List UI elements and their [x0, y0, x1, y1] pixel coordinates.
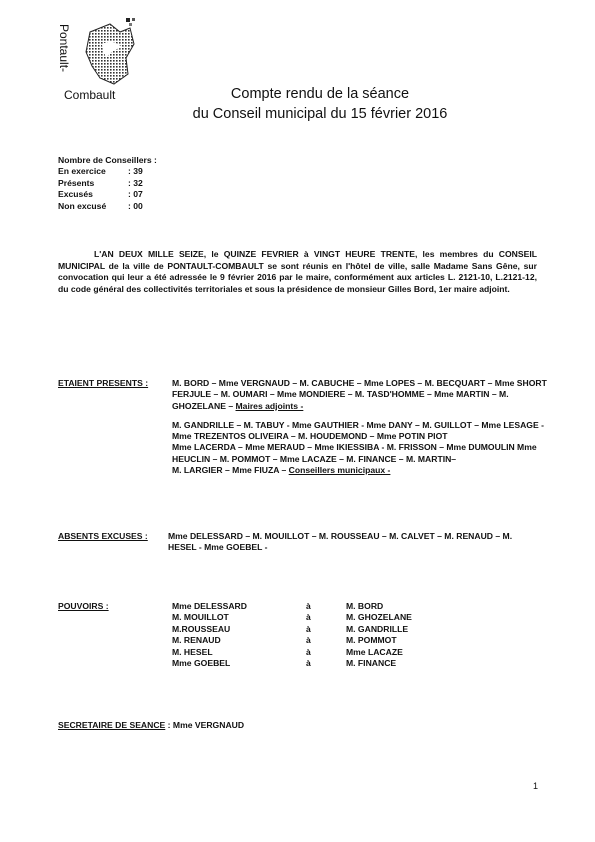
- conseillers-block-1: M. GANDRILLE – M. TABUY - Mme GAUTHIER - Mme DANY – M. GUILLOT – Mme LESAGE - Mme TREZENTOS OLIVEIRA – M. HOUDEMOND – Mme POTIN PIOT: [172, 419, 544, 442]
- count-row: Présents : 32: [58, 177, 143, 188]
- count-row: Non excusé : 00: [58, 200, 143, 211]
- counts-heading: Nombre de Conseillers :: [58, 155, 157, 165]
- adjoints-block: M. BORD – Mme VERGNAUD – M. CABUCHE – Mme LOPES – M. BECQUART – Mme SHORT FERJULE – M. OUMARI – Mme MONDIERE – M. TASD'HOMME – Mme MARTIN – M. GHOZELANE – Maires adjoints -: [172, 378, 547, 411]
- adjoints-label: Maires adjoints -: [235, 400, 304, 411]
- pouvoirs-label: POUVOIRS :: [58, 601, 109, 611]
- council-counts: [58, 155, 157, 212]
- intro-paragraph: L'AN DEUX MILLE SEIZE, le QUINZE FEVRIER à VINGT HEURE TRENTE, les membres du CONSEIL MUNICIPAL de la ville de PONTAULT-COMBAULT se sont réunis en l'hôtel de ville, salle Madame Sans Gêne, sur convocation qui leur a été adressée le 9 février 2016 par le maire, conformément aux articles L. 2121-10, L.2121-12, du code général des collectivités territoriales et sous la présidence de monsieur Gilles Bord, 1er maire adjoint.: [58, 249, 537, 294]
- pouvoirs-table: [172, 601, 466, 669]
- table-row: M. RENAUD à M. POMMOT: [172, 635, 397, 646]
- presents-list: [172, 378, 554, 476]
- table-row: M. HESEL à Mme LACAZE: [172, 646, 403, 657]
- title-line-1: Compte rendu de la séance: [230, 86, 410, 102]
- secretaire-label: SECRETAIRE DE SEANCE: [58, 720, 166, 730]
- conseillers-block-3: M. LARGIER – Mme FIUZA – Conseillers municipaux -: [172, 465, 391, 476]
- table-row: Mme GOEBEL à M. FINANCE: [172, 657, 397, 668]
- page-number: 1: [533, 781, 539, 791]
- conseillers-block-2: Mme LACERDA – Mme MERAUD – Mme IKIESSIBA - M. FRISSON – Mme DUMOULIN Mme HEUCLIN – M. POMMOT – Mme LACAZE – M. FINANCE – M. MARTIN–: [172, 442, 537, 464]
- secretaire-value: : Mme VERGNAUD: [167, 720, 245, 730]
- count-row: En exercice : 39: [58, 166, 143, 177]
- table-row: M.ROUSSEAU à M. GANDRILLE: [172, 623, 409, 634]
- map-icon: [80, 18, 138, 90]
- presents-label: ETAIENT PRESENTS :: [58, 378, 149, 388]
- logo-vertical-text: Pontault-: [57, 24, 71, 73]
- excuses-label: ABSENTS EXCUSES :: [58, 531, 148, 541]
- title-line-2: du Conseil municipal du 15 février 2016: [192, 106, 448, 122]
- secretaire-line: [58, 720, 244, 731]
- conseillers-label: Conseillers municipaux -: [288, 465, 391, 476]
- table-row: Mme DELESSARD à M. BORD: [172, 601, 384, 611]
- count-row: Excusés : 07: [58, 189, 143, 200]
- logo-subtitle: Combault: [64, 88, 116, 102]
- excuses-list: Mme DELESSARD – M. MOUILLOT – M. ROUSSEAU – M. CALVET – M. RENAUD – M. HESEL - Mme GOEBEL -: [168, 531, 513, 553]
- table-row: M. MOUILLOT à M. GHOZELANE: [172, 612, 412, 623]
- page-title: [100, 84, 540, 124]
